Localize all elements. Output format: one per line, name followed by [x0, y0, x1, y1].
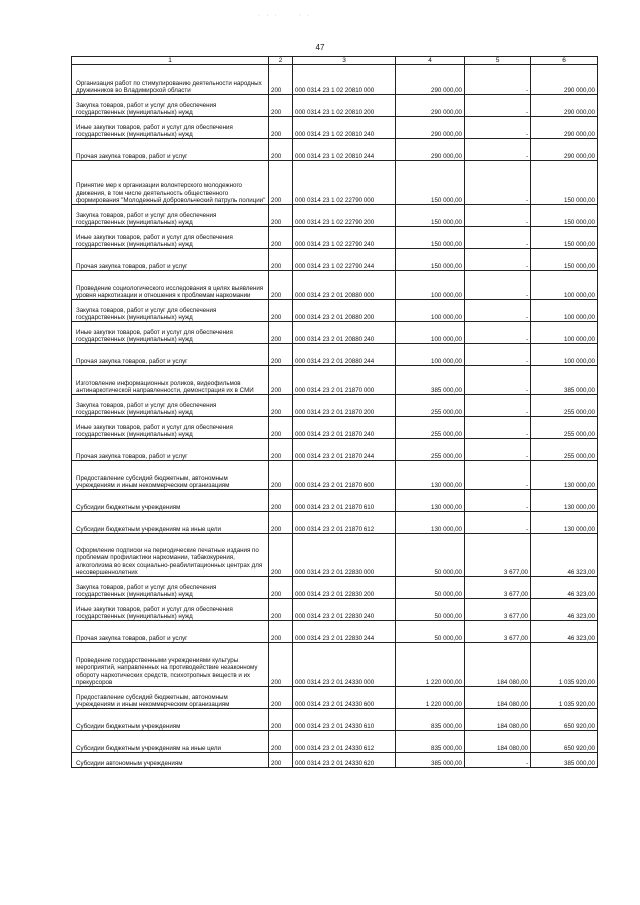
column-2-cell: 200: [269, 490, 293, 512]
balance-amount-cell: 46 323,00: [531, 534, 598, 577]
column-2-cell: 200: [269, 161, 293, 205]
table-row: [72, 95, 598, 117]
plan-amount-cell: 1 220 000,00: [396, 687, 465, 709]
executed-amount-cell: 184 080,00: [465, 731, 531, 753]
column-2-cell: 200: [269, 271, 293, 300]
code-cell: 000 0314 23 2 01 22830 200: [293, 577, 396, 599]
executed-amount-cell: -: [465, 753, 531, 768]
balance-amount-cell: 1 035 920,00: [531, 687, 598, 709]
code-cell: 000 0314 23 1 02 22790 200: [293, 205, 396, 227]
executed-amount-cell: 3 677,00: [465, 621, 531, 643]
table-row: [72, 753, 598, 768]
row-name-cell: Субсидии бюджетным учреждениям: [72, 490, 269, 512]
plan-amount-cell: 50 000,00: [396, 621, 465, 643]
table-row: [72, 117, 598, 139]
column-2-cell: 200: [269, 95, 293, 117]
balance-amount-cell: 150 000,00: [531, 205, 598, 227]
executed-amount-cell: -: [465, 395, 531, 417]
row-name-cell: Закупка товаров, работ и услуг для обеспечения государственных (муниципальных) нужд: [72, 300, 269, 322]
balance-amount-cell: 290 000,00: [531, 139, 598, 161]
row-name-cell: Прочая закупка товаров, работ и услуг: [72, 139, 269, 161]
table-row: [72, 322, 598, 344]
balance-amount-cell: 1 035 920,00: [531, 643, 598, 687]
row-name-cell: Закупка товаров, работ и услуг для обеспечения государственных (муниципальных) нужд: [72, 395, 269, 417]
column-2-cell: 200: [269, 599, 293, 621]
column-2-cell: 200: [269, 227, 293, 249]
table-row: [72, 205, 598, 227]
row-name-cell: Закупка товаров, работ и услуг для обеспечения государственных (муниципальных) нужд: [72, 205, 269, 227]
executed-amount-cell: 3 677,00: [465, 577, 531, 599]
column-2-cell: 200: [269, 439, 293, 461]
row-name-cell: Организация работ по стимулированию деятельности народных дружинников во Владимирской области: [72, 65, 269, 95]
column-header: 1: [72, 57, 269, 65]
plan-amount-cell: 150 000,00: [396, 227, 465, 249]
column-header: 3: [293, 57, 396, 65]
executed-amount-cell: -: [465, 300, 531, 322]
balance-amount-cell: 255 000,00: [531, 439, 598, 461]
plan-amount-cell: 385 000,00: [396, 753, 465, 768]
balance-amount-cell: 100 000,00: [531, 300, 598, 322]
code-cell: 000 0314 23 2 01 21870 610: [293, 490, 396, 512]
row-name-cell: Прочая закупка товаров, работ и услуг: [72, 344, 269, 366]
column-2-cell: 200: [269, 621, 293, 643]
row-name-cell: Изготовление информационных роликов, видеофильмов антинаркотической направленности, демонстрация их в СМИ: [72, 366, 269, 395]
code-cell: 000 0314 23 1 02 20810 240: [293, 117, 396, 139]
balance-amount-cell: 46 323,00: [531, 621, 598, 643]
table-row: [72, 512, 598, 534]
table-row: [72, 300, 598, 322]
executed-amount-cell: -: [465, 249, 531, 271]
balance-amount-cell: 290 000,00: [531, 117, 598, 139]
column-2-cell: 200: [269, 249, 293, 271]
code-cell: 000 0314 23 2 01 21870 244: [293, 439, 396, 461]
executed-amount-cell: -: [465, 65, 531, 95]
balance-amount-cell: 100 000,00: [531, 271, 598, 300]
balance-amount-cell: 130 000,00: [531, 512, 598, 534]
plan-amount-cell: 255 000,00: [396, 439, 465, 461]
balance-amount-cell: 255 000,00: [531, 395, 598, 417]
executed-amount-cell: -: [465, 512, 531, 534]
table-row: [72, 731, 598, 753]
balance-amount-cell: 150 000,00: [531, 227, 598, 249]
column-2-cell: 200: [269, 366, 293, 395]
row-name-cell: Закупка товаров, работ и услуг для обеспечения государственных (муниципальных) нужд: [72, 577, 269, 599]
row-name-cell: Иные закупки товаров, работ и услуг для обеспечения государственных (муниципальных) нужд: [72, 599, 269, 621]
table-row: [72, 599, 598, 621]
row-name-cell: Субсидии бюджетным учреждениям на иные цели: [72, 512, 269, 534]
column-header: 4: [396, 57, 465, 65]
balance-amount-cell: 650 920,00: [531, 709, 598, 731]
balance-amount-cell: 255 000,00: [531, 417, 598, 439]
code-cell: 000 0314 23 2 01 21870 240: [293, 417, 396, 439]
table-row: [72, 271, 598, 300]
plan-amount-cell: 150 000,00: [396, 161, 465, 205]
plan-amount-cell: 255 000,00: [396, 395, 465, 417]
row-name-cell: Предоставление субсидий бюджетным, автономным учреждениям и иным некоммерческим организациям: [72, 461, 269, 490]
column-header: 2: [269, 57, 293, 65]
row-name-cell: Иные закупки товаров, работ и услуг для обеспечения государственных (муниципальных) нужд: [72, 227, 269, 249]
executed-amount-cell: -: [465, 439, 531, 461]
plan-amount-cell: 100 000,00: [396, 271, 465, 300]
balance-amount-cell: 150 000,00: [531, 161, 598, 205]
executed-amount-cell: -: [465, 205, 531, 227]
code-cell: 000 0314 23 2 01 22830 240: [293, 599, 396, 621]
row-name-cell: Субсидии бюджетным учреждениям: [72, 709, 269, 731]
code-cell: 000 0314 23 1 02 20810 000: [293, 65, 396, 95]
executed-amount-cell: -: [465, 366, 531, 395]
plan-amount-cell: 50 000,00: [396, 599, 465, 621]
executed-amount-cell: -: [465, 95, 531, 117]
column-2-cell: 200: [269, 687, 293, 709]
table-row: [72, 366, 598, 395]
executed-amount-cell: 3 677,00: [465, 534, 531, 577]
row-name-cell: Прочая закупка товаров, работ и услуг: [72, 249, 269, 271]
plan-amount-cell: 255 000,00: [396, 417, 465, 439]
row-name-cell: Иные закупки товаров, работ и услуг для обеспечения государственных (муниципальных) нужд: [72, 417, 269, 439]
code-cell: 000 0314 23 2 01 22830 000: [293, 534, 396, 577]
balance-amount-cell: 150 000,00: [531, 249, 598, 271]
column-2-cell: 200: [269, 322, 293, 344]
balance-amount-cell: 650 920,00: [531, 731, 598, 753]
table-row: [72, 709, 598, 731]
row-name-cell: Проведение государственными учреждениями культуры мероприятий, направленных на противодействие незаконному обороту наркотических средств, психотропных веществ и их прекурсоров: [72, 643, 269, 687]
plan-amount-cell: 1 220 000,00: [396, 643, 465, 687]
executed-amount-cell: 184 080,00: [465, 709, 531, 731]
row-name-cell: Закупка товаров, работ и услуг для обеспечения государственных (муниципальных) нужд: [72, 95, 269, 117]
row-name-cell: Иные закупки товаров, работ и услуг для обеспечения государственных (муниципальных) нужд: [72, 117, 269, 139]
row-name-cell: Субсидии бюджетным учреждениям на иные цели: [72, 731, 269, 753]
executed-amount-cell: -: [465, 161, 531, 205]
plan-amount-cell: 50 000,00: [396, 534, 465, 577]
table-row: [72, 577, 598, 599]
table-row: [72, 534, 598, 577]
executed-amount-cell: 3 677,00: [465, 599, 531, 621]
code-cell: 000 0314 23 1 02 22790 000: [293, 161, 396, 205]
balance-amount-cell: 385 000,00: [531, 366, 598, 395]
balance-amount-cell: 290 000,00: [531, 95, 598, 117]
column-2-cell: 200: [269, 65, 293, 95]
code-cell: 000 0314 23 2 01 20880 240: [293, 322, 396, 344]
executed-amount-cell: -: [465, 322, 531, 344]
executed-amount-cell: -: [465, 417, 531, 439]
table-row: [72, 687, 598, 709]
code-cell: 000 0314 23 2 01 20880 244: [293, 344, 396, 366]
table-row: [72, 227, 598, 249]
code-cell: 000 0314 23 1 02 22790 244: [293, 249, 396, 271]
balance-amount-cell: 100 000,00: [531, 344, 598, 366]
code-cell: 000 0314 23 2 01 24330 610: [293, 709, 396, 731]
plan-amount-cell: 100 000,00: [396, 344, 465, 366]
table-row: [72, 65, 598, 95]
executed-amount-cell: 184 080,00: [465, 687, 531, 709]
plan-amount-cell: 130 000,00: [396, 490, 465, 512]
balance-amount-cell: 130 000,00: [531, 461, 598, 490]
code-cell: 000 0314 23 2 01 21870 600: [293, 461, 396, 490]
table-row: [72, 490, 598, 512]
table-row: [72, 439, 598, 461]
plan-amount-cell: 50 000,00: [396, 577, 465, 599]
plan-amount-cell: 290 000,00: [396, 95, 465, 117]
code-cell: 000 0314 23 2 01 24330 620: [293, 753, 396, 768]
table-row: [72, 643, 598, 687]
column-2-cell: 200: [269, 205, 293, 227]
row-name-cell: Проведение социологического исследования в целях выявления уровня наркотизации и отношения к проблемам наркомании: [72, 271, 269, 300]
plan-amount-cell: 290 000,00: [396, 117, 465, 139]
plan-amount-cell: 385 000,00: [396, 366, 465, 395]
executed-amount-cell: -: [465, 139, 531, 161]
executed-amount-cell: -: [465, 117, 531, 139]
code-cell: 000 0314 23 2 01 22830 244: [293, 621, 396, 643]
table-row: [72, 395, 598, 417]
table-row: [72, 139, 598, 161]
executed-amount-cell: -: [465, 490, 531, 512]
row-name-cell: Иные закупки товаров, работ и услуг для обеспечения государственных (муниципальных) нужд: [72, 322, 269, 344]
executed-amount-cell: 184 080,00: [465, 643, 531, 687]
plan-amount-cell: 150 000,00: [396, 249, 465, 271]
column-2-cell: 200: [269, 731, 293, 753]
table-row: [72, 621, 598, 643]
code-cell: 000 0314 23 1 02 20810 244: [293, 139, 396, 161]
table-row: [72, 461, 598, 490]
column-2-cell: 200: [269, 577, 293, 599]
row-name-cell: Прочая закупка товаров, работ и услуг: [72, 439, 269, 461]
balance-amount-cell: 46 323,00: [531, 599, 598, 621]
column-2-cell: 200: [269, 534, 293, 577]
plan-amount-cell: 150 000,00: [396, 205, 465, 227]
column-header: 6: [531, 57, 598, 65]
plan-amount-cell: 835 000,00: [396, 709, 465, 731]
column-2-cell: 200: [269, 344, 293, 366]
code-cell: 000 0314 23 2 01 20880 200: [293, 300, 396, 322]
executed-amount-cell: -: [465, 227, 531, 249]
row-name-cell: Принятие мер к организации волонтерского молодежного движения, в том числе деятельность общественного формирования "Молодежный добровольческий патруль полиции": [72, 161, 269, 205]
balance-amount-cell: 46 323,00: [531, 577, 598, 599]
column-2-cell: 200: [269, 117, 293, 139]
column-2-cell: 200: [269, 461, 293, 490]
table-row: [72, 344, 598, 366]
code-cell: 000 0314 23 2 01 24330 000: [293, 643, 396, 687]
column-2-cell: 200: [269, 709, 293, 731]
row-name-cell: Оформление подписки на периодические печатные издания по проблемам профилактики наркомании, табакокурения, алкоголизма во всех социально-реабилитационных центрах для несовершеннолетних: [72, 534, 269, 577]
table-row: [72, 249, 598, 271]
plan-amount-cell: 130 000,00: [396, 512, 465, 534]
column-2-cell: 200: [269, 139, 293, 161]
executed-amount-cell: -: [465, 461, 531, 490]
code-cell: 000 0314 23 2 01 21870 000: [293, 366, 396, 395]
table-row: [72, 417, 598, 439]
column-2-cell: 200: [269, 512, 293, 534]
budget-table: [71, 56, 598, 768]
balance-amount-cell: 100 000,00: [531, 322, 598, 344]
column-2-cell: 200: [269, 753, 293, 768]
executed-amount-cell: -: [465, 271, 531, 300]
balance-amount-cell: 290 000,00: [531, 65, 598, 95]
row-name-cell: Предоставление субсидий бюджетным, автономным учреждениям и иным некоммерческим организациям: [72, 687, 269, 709]
executed-amount-cell: -: [465, 344, 531, 366]
plan-amount-cell: 290 000,00: [396, 139, 465, 161]
table-row: [72, 161, 598, 205]
page-number: 47: [315, 43, 325, 52]
code-cell: 000 0314 23 2 01 24330 600: [293, 687, 396, 709]
code-cell: 000 0314 23 2 01 21870 200: [293, 395, 396, 417]
code-cell: 000 0314 23 1 02 20810 200: [293, 95, 396, 117]
column-header: 5: [465, 57, 531, 65]
code-cell: 000 0314 23 2 01 20880 000: [293, 271, 396, 300]
column-2-cell: 200: [269, 300, 293, 322]
column-2-cell: 200: [269, 643, 293, 687]
plan-amount-cell: 100 000,00: [396, 300, 465, 322]
scan-smudge: · · · · ·: [258, 12, 312, 19]
code-cell: 000 0314 23 1 02 22790 240: [293, 227, 396, 249]
code-cell: 000 0314 23 2 01 24330 612: [293, 731, 396, 753]
column-2-cell: 200: [269, 417, 293, 439]
plan-amount-cell: 290 000,00: [396, 65, 465, 95]
balance-amount-cell: 130 000,00: [531, 490, 598, 512]
plan-amount-cell: 130 000,00: [396, 461, 465, 490]
code-cell: 000 0314 23 2 01 21870 612: [293, 512, 396, 534]
row-name-cell: Субсидии автономным учреждениям: [72, 753, 269, 768]
row-name-cell: Прочая закупка товаров, работ и услуг: [72, 621, 269, 643]
table-header-row: [72, 57, 598, 65]
balance-amount-cell: 385 000,00: [531, 753, 598, 768]
column-2-cell: 200: [269, 395, 293, 417]
plan-amount-cell: 835 000,00: [396, 731, 465, 753]
plan-amount-cell: 100 000,00: [396, 322, 465, 344]
